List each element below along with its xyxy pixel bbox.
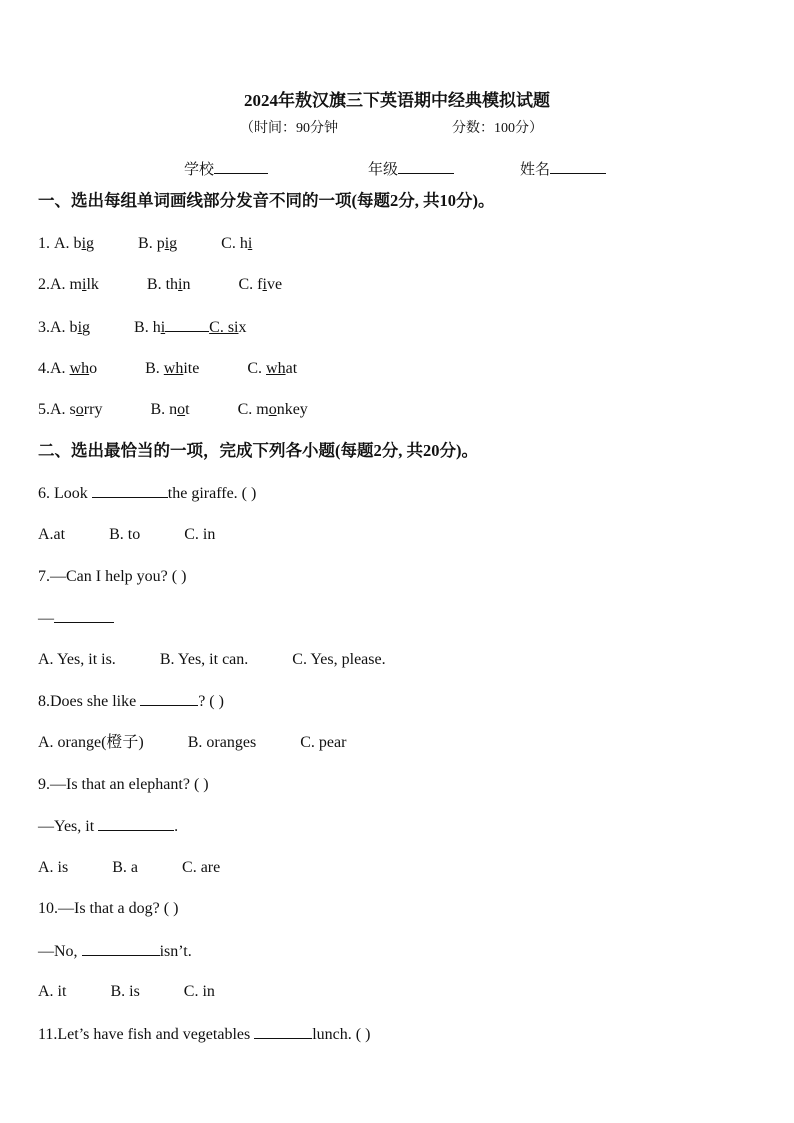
option-c[interactable]: C. are — [182, 859, 221, 876]
option-b[interactable]: B. oranges — [187, 734, 257, 751]
exam-score: 分数：100分） — [452, 121, 543, 136]
school-label: 学校 — [184, 162, 215, 178]
q8-options — [38, 733, 346, 753]
q7-blank[interactable] — [54, 608, 114, 623]
option-a[interactable]: A. who — [50, 360, 98, 377]
section1-heading: 一、选出每组单词画线部分发音不同的一项(每题2分, 共10分)。 — [38, 191, 495, 210]
q10-reply: —No, isn’t. — [38, 943, 192, 960]
s1-question-4 — [38, 359, 297, 379]
q7-stem: 7.—Can I help you? ( ) — [38, 568, 187, 585]
q10-blank[interactable] — [82, 941, 160, 956]
q9-stem: 9.—Is that an elephant? ( ) — [38, 776, 209, 793]
option-c[interactable]: C. what — [247, 360, 298, 377]
grade-field — [368, 158, 454, 179]
q9-options — [38, 858, 220, 878]
q7-options — [38, 650, 386, 670]
question-number: 3. — [38, 319, 50, 336]
option-a[interactable]: A. it — [38, 983, 67, 1000]
grade-blank[interactable] — [398, 159, 454, 174]
q10-stem: 10.—Is that a dog? ( ) — [38, 900, 179, 917]
q11-blank[interactable] — [254, 1024, 312, 1039]
option-a[interactable]: A. big — [50, 319, 91, 336]
question-number: 5. — [38, 401, 50, 418]
option-a[interactable]: A. Yes, it is. — [38, 651, 116, 668]
option-b[interactable]: B. Yes, it can. — [159, 651, 249, 668]
option-b[interactable]: B. hi — [134, 317, 209, 338]
option-c[interactable]: C. five — [238, 276, 283, 293]
option-a[interactable]: A. orange(橙子) — [38, 734, 144, 751]
q8-stem: 8.Does she like ? ( ) — [38, 693, 224, 710]
s1-question-3 — [38, 317, 247, 338]
option-a[interactable]: A. big — [54, 235, 95, 252]
q6-options — [38, 525, 215, 545]
option-c[interactable]: C. in — [184, 526, 216, 543]
option-a[interactable]: A. is — [38, 859, 69, 876]
grade-label: 年级 — [368, 162, 399, 178]
exam-time: （时间：90分钟 — [240, 121, 338, 136]
school-field — [184, 158, 268, 179]
option-b[interactable]: B. a — [112, 859, 139, 876]
s1-question-2 — [38, 275, 282, 295]
section2-heading: 二、选出最恰当的一项，完成下列各小题(每题2分, 共20分)。 — [38, 441, 478, 460]
question-number: 1. — [38, 235, 50, 252]
q8-blank[interactable] — [140, 691, 198, 706]
s1-question-1 — [38, 234, 252, 254]
name-label: 姓名 — [520, 162, 551, 178]
q7-reply: — — [38, 608, 114, 629]
option-c[interactable]: C. Yes, please. — [292, 651, 386, 668]
q10-options — [38, 982, 215, 1002]
s1-question-5 — [38, 400, 308, 420]
stray-underline — [165, 317, 209, 332]
name-field — [520, 158, 606, 179]
question-number: 2. — [38, 276, 50, 293]
option-a[interactable]: A.at — [38, 526, 66, 543]
option-b[interactable]: B. pig — [138, 235, 178, 252]
q6-stem: 6. Look the giraffe. ( ) — [38, 485, 257, 502]
option-c[interactable]: C. hi — [221, 235, 253, 252]
option-c[interactable]: C. monkey — [237, 401, 308, 418]
name-blank[interactable] — [550, 159, 606, 174]
question-number: 4. — [38, 360, 50, 377]
option-c[interactable]: C. six — [209, 319, 247, 336]
option-b[interactable]: B. white — [145, 360, 200, 377]
option-c[interactable]: C. in — [183, 983, 215, 1000]
option-a[interactable]: A. sorry — [50, 401, 103, 418]
option-a[interactable]: A. milk — [50, 276, 99, 293]
school-blank[interactable] — [214, 159, 268, 174]
option-b[interactable]: B. is — [110, 983, 140, 1000]
page-title: 2024年敖汉旗三下英语期中经典模拟试题 — [244, 91, 550, 110]
option-c[interactable]: C. pear — [300, 734, 347, 751]
q9-reply: —Yes, it . — [38, 818, 179, 835]
option-b[interactable]: B. not — [150, 401, 190, 418]
q9-blank[interactable] — [98, 816, 174, 831]
q11-stem: 11.Let’s have fish and vegetables lunch. ( ) — [38, 1026, 371, 1043]
option-b[interactable]: B. thin — [146, 276, 191, 293]
q6-blank[interactable] — [92, 483, 168, 498]
option-b[interactable]: B. to — [109, 526, 141, 543]
